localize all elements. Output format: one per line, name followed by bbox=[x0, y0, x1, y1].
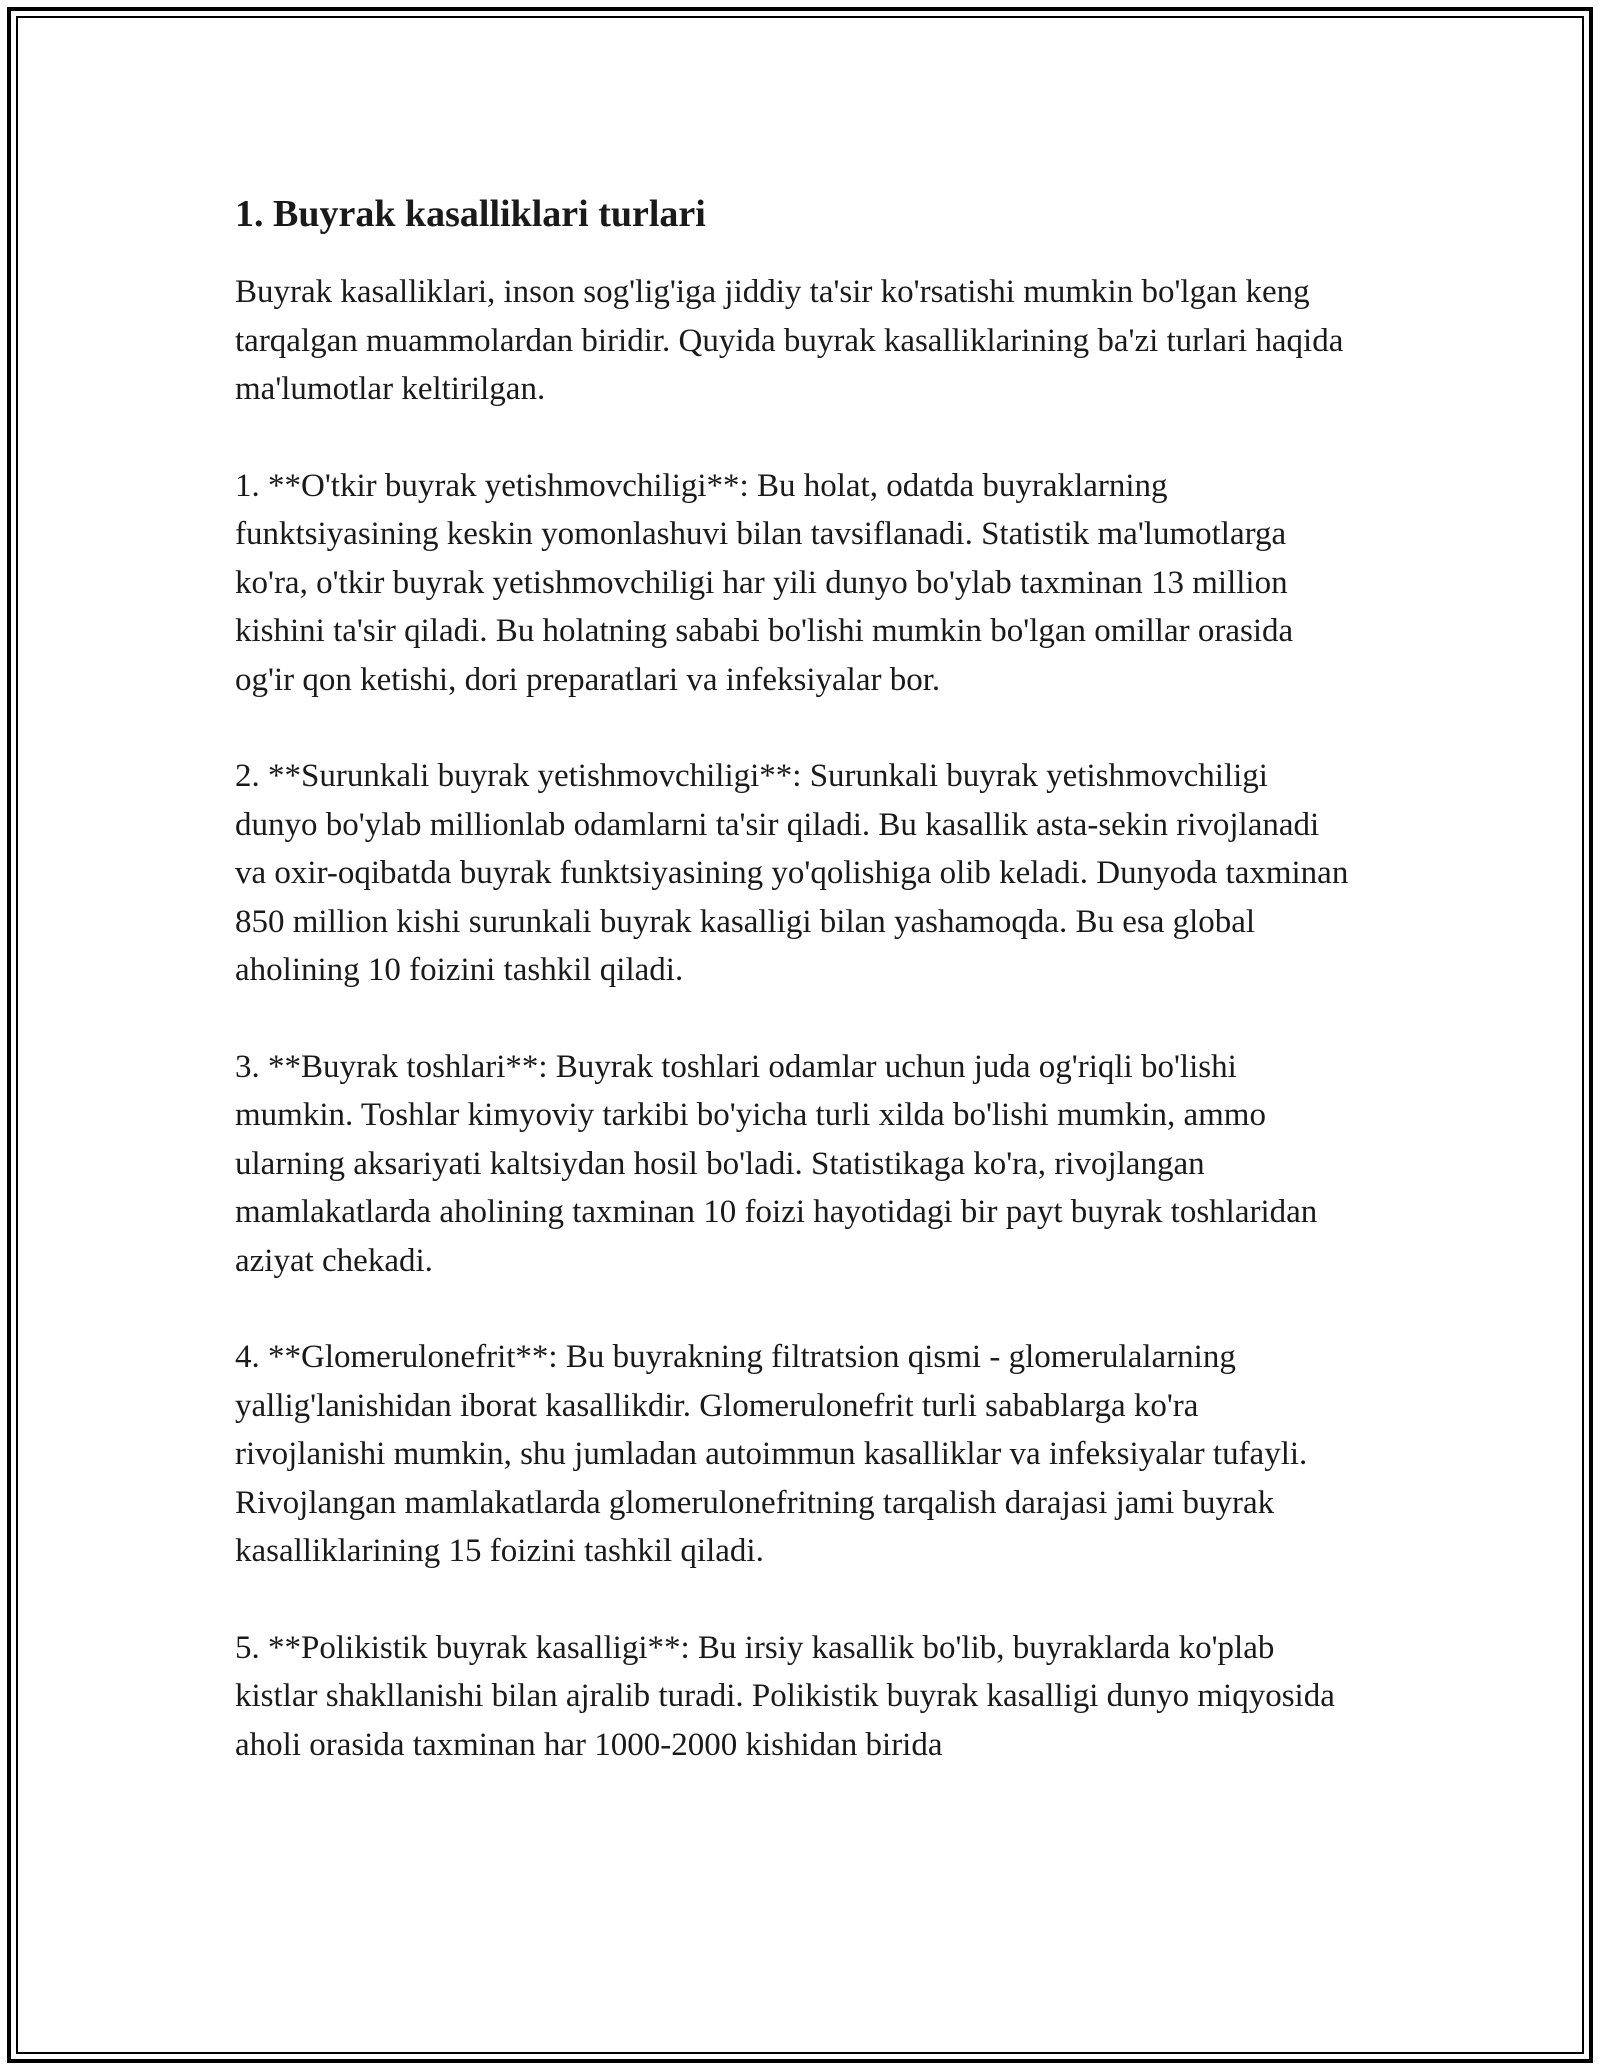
document-page bbox=[235, 186, 1355, 1817]
section-title: 1. Buyrak kasalliklari turlari bbox=[235, 193, 706, 235]
list-item-chronic-kidney-failure: 2. **Surunkali buyrak yetishmovchiligi**: Surunkali buyrak yetishmovchiligi dunyo bo'ylab millionlab odamlarni ta'sir qiladi. Bu kasallik asta-sekin rivojlanadi va oxir-oqibatda buyrak funktsiyasining yo'qolishiga olib keladi. Dunyoda taxminan 850 million kishi surunkali buyrak kasalligi bilan yashamoqda. Bu esa global aholining 10 foizini tashkil qiladi. bbox=[235, 758, 1349, 988]
list-item-polycystic-kidney-disease: 5. **Polikistik buyrak kasalligi**: Bu irsiy kasallik bo'lib, buyraklarda ko'plab kistlar shakllanishi bilan ajralib turadi. Polikistik buyrak kasalligi dunyo miqyosida aholi orasida taxminan har 1000-2000 kishidan birida bbox=[235, 1629, 1335, 1763]
list-item-kidney-stones: 3. **Buyrak toshlari**: Buyrak toshlari odamlar uchun juda og'riqli bo'lishi mumkin. Toshlar kimyoviy tarkibi bo'yicha turli xilda bo'lishi mumkin, ammo ularning aksariyati kaltsiydan hosil bo'ladi. Statistikaga ko'ra, rivojlangan mamlakatlarda aholining taxminan 10 foizi hayotidagi bir payt buyrak toshlaridan aziyat chekadi. bbox=[235, 1048, 1318, 1279]
intro-paragraph: Buyrak kasalliklari, inson sog'lig'iga jiddiy ta'sir ko'rsatishi mumkin bo'lgan keng tarqalgan muammolardan biridir. Quyida buyrak kasalliklarining ba'zi turlari haqida ma'lumotlar keltirilgan. bbox=[235, 274, 1344, 407]
list-item-glomerulonephritis: 4. **Glomerulonefrit**: Bu buyrakning filtratsion qismi - glomerulalarning yallig'lanishidan iborat kasallikdir. Glomerulonefrit turli sabablarga ko'ra rivojlanishi mumkin, shu jumladan autoimmun kasalliklar va infeksiyalar tufayli. Rivojlangan mamlakatlarda glomerulonefritning tarqalish darajasi jami buyrak kasalliklarining 15 foizini tashkil qiladi. bbox=[235, 1339, 1308, 1569]
list-item-acute-kidney-failure: 1. **O'tkir buyrak yetishmovchiligi**: Bu holat, odatda buyraklarning funktsiyasining keskin yomonlashuvi bilan tavsiflanadi. Statistik ma'lumotlarga ko'ra, o'tkir buyrak yetishmovchiligi har yili dunyo bo'ylab taxminan 13 million kishini ta'sir qiladi. Bu holatning sababi bo'lishi mumkin bo'lgan omillar orasida og'ir qon ketishi, dori preparatlari va infeksiyalar bor. bbox=[235, 467, 1294, 698]
